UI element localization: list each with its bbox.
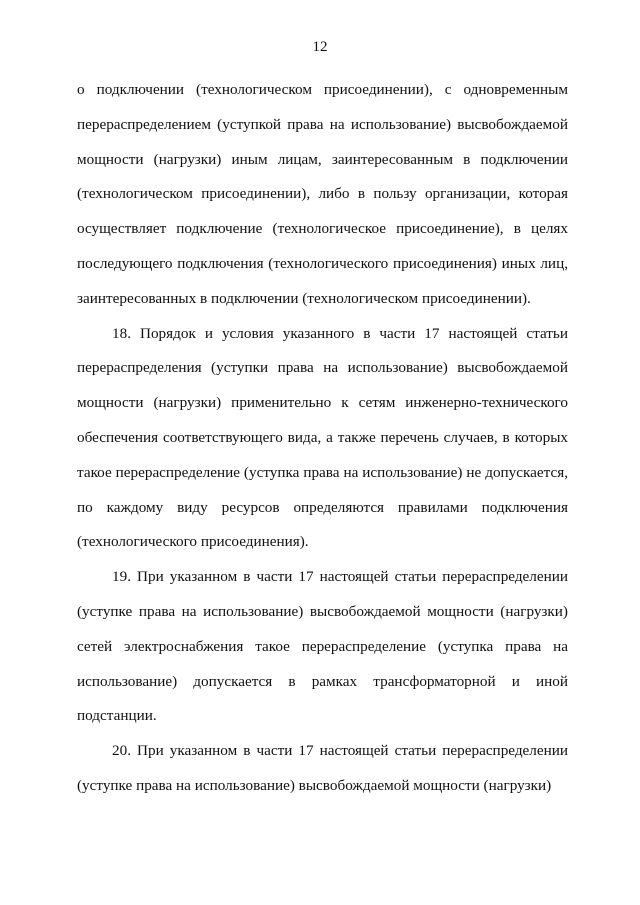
paragraph-20: 20. При указанном в части 17 настоящей статьи перераспределении (уступке права на использование) высвобождаемой мощности (нагрузки) [77, 742, 568, 794]
document-body [77, 73, 568, 804]
paragraph-18: 18. Порядок и условия указанного в части 17 настоящей статьи перераспределения (уступки права на использование) высвобождаемой мощности (нагрузки) применительно к сетям инженерно-технического обеспечения соответствующего вида, а также перечень случаев, в которых такое перераспределение (уступка права на использование) не допускается, по каждому виду ресурсов определяются правилами подключения (технологического присоединения). [77, 324, 568, 551]
paragraph-19: 19. При указанном в части 17 настоящей статьи перераспределении (уступке права на использование) высвобождаемой мощности (нагрузки) сетей электроснабжения такое перераспределение (уступка права на использование) допускается в рамках трансформаторной и иной подстанции. [77, 568, 568, 725]
paragraph-continuation: о подключении (технологическом присоединении), с одновременным перераспределением (уступкой права на использование) высвобождаемой мощности (нагрузки) иным лицам, заинтересованным в подключении (технологическом присоединении), либо в пользу организации, которая осуществляет подключение (технологическое присоединение), в целях последующего подключения (технологического присоединения) иных лиц, заинтересованных в подключении (технологическом присоединении). [77, 81, 568, 307]
page-number: 12 [312, 39, 328, 55]
